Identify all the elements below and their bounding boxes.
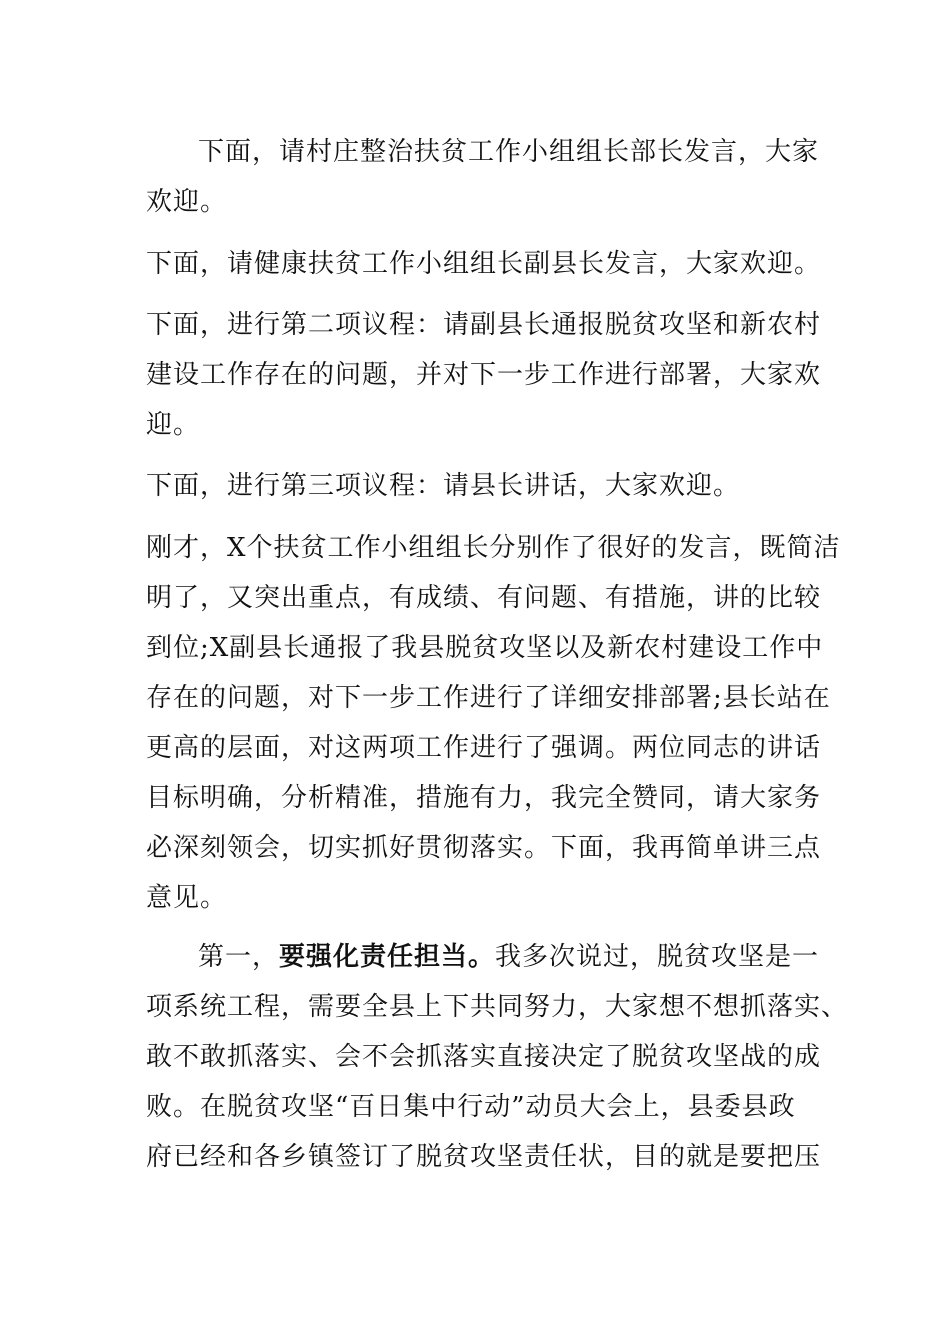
- text-line-first-point: [146, 932, 820, 982]
- paragraph-second-agenda: [146, 300, 822, 450]
- paragraph-first-point: [146, 932, 849, 1182]
- text-line: 意见。: [146, 883, 228, 913]
- point-heading: 要强化责任担当。: [279, 942, 496, 972]
- text-line: 明了，又突出重点，有成绩、有问题、有措施，讲的比较: [146, 583, 822, 613]
- text-line: 下面，进行第三项议程：请县长讲话，大家欢迎。: [146, 471, 741, 501]
- point-text: 我多次说过，脱贫攻坚是一: [495, 942, 820, 972]
- text-line: 刚才，X个扶贫工作小组组长分别作了很好的发言，既简洁: [146, 533, 841, 563]
- text-line: 迎。: [146, 410, 201, 440]
- paragraph-health-speech: [146, 239, 822, 289]
- text-line: 更高的层面，对这两项工作进行了强调。两位同志的讲话: [146, 733, 822, 763]
- text-line: 到位;X副县长通报了我县脱贫攻坚以及新农村建设工作中: [146, 633, 824, 663]
- point-prefix: 第一，: [198, 942, 280, 972]
- text-line: 府已经和各乡镇签订了脱贫攻坚责任状，目的就是要把压: [146, 1142, 822, 1172]
- text-line: 欢迎。: [146, 187, 228, 217]
- text-line: 建设工作存在的问题，并对下一步工作进行部署，大家欢: [146, 360, 822, 390]
- text-line: 敢不敢抓落实、会不会抓落实直接决定了脱贫攻坚战的成: [146, 1042, 822, 1072]
- text-line: 下面，进行第二项议程：请副县长通报脱贫攻坚和新农村: [146, 310, 822, 340]
- text-line: 存在的问题，对下一步工作进行了详细安排部署;县长站在: [146, 683, 831, 713]
- paragraph-village-speech: [146, 127, 820, 227]
- text-line: 下面，请村庄整治扶贫工作小组组长部长发言，大家: [198, 137, 820, 167]
- text-line: 目标明确，分析精准，措施有力，我完全赞同，请大家务: [146, 783, 822, 813]
- text-line: 必深刻领会，切实抓好贯彻落实。下面，我再简单讲三点: [146, 833, 822, 863]
- text-line: 项系统工程，需要全县上下共同努力，大家想不想抓落实、: [146, 992, 849, 1022]
- paragraph-third-agenda: [146, 461, 806, 511]
- text-line: 败。在脱贫攻坚“百日集中行动”动员大会上，县委县政: [146, 1092, 796, 1122]
- paragraph-summary: [146, 523, 841, 923]
- text-line: 下面，请健康扶贫工作小组组长副县长发言，大家欢迎。: [146, 249, 822, 279]
